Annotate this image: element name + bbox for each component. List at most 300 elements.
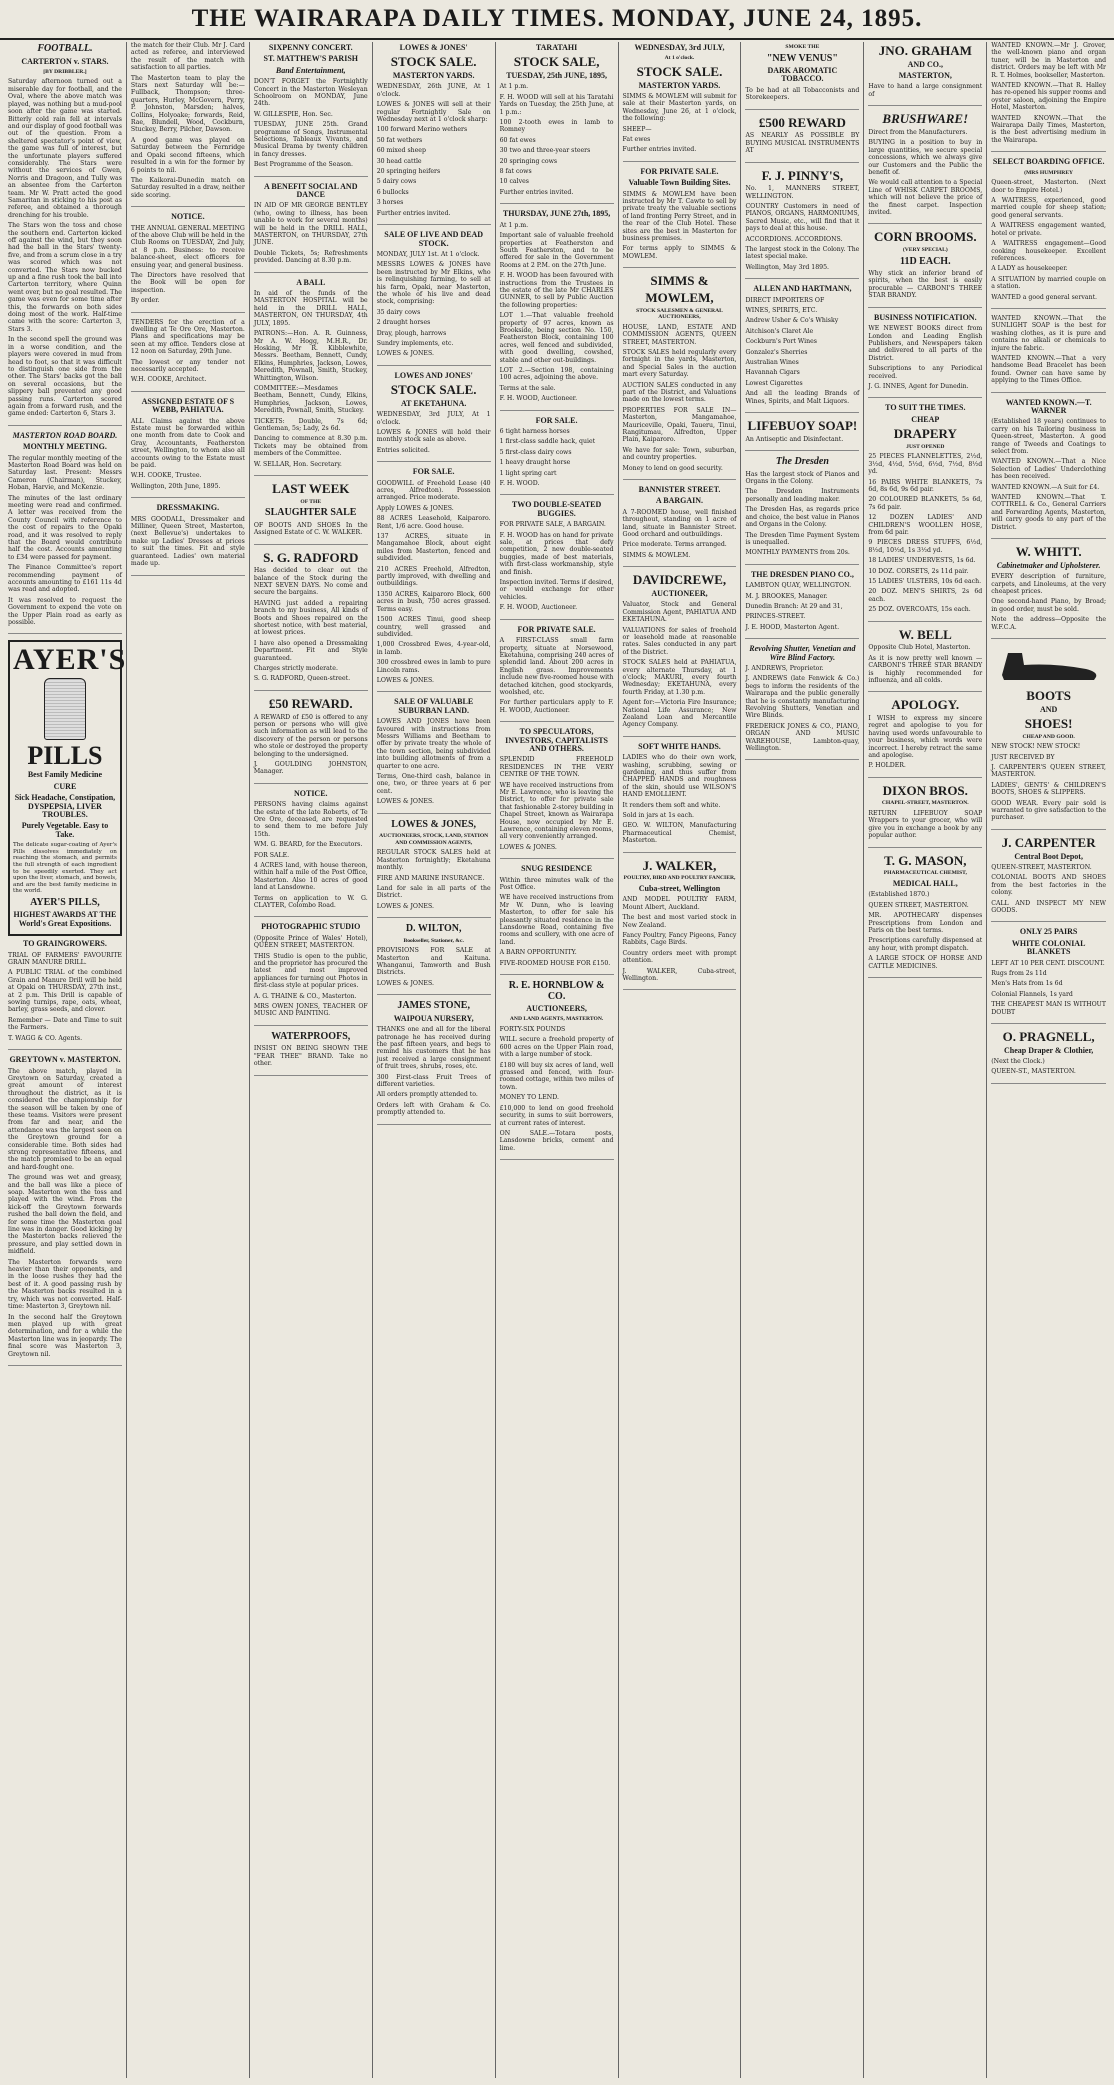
- section-heading: NOTICE.: [293, 788, 328, 798]
- article-section: [868, 112, 982, 224]
- paragraph: W. GILLESPIE, Hon. Sec.: [253, 110, 333, 118]
- paragraph: The Masterton team to play the Stars next Saturday will be:— Fullback, Thompson; three-quarters, Hurley, McGovern, Perry, P. Johnston, Marsden; halves, Collins, Holyoake; forwards, Reid, Rae, Blundell, Wood, Cockburn, Stuckey, Berry, Pilcher, Dawson.: [130, 74, 245, 134]
- boot-shape: [1002, 653, 1096, 680]
- article-section: [377, 44, 491, 225]
- paragraph: WE NEWEST BOOKS direct from London and Leading English Publishers, and Newspapers taken and delivered to all parts of the District.: [868, 325, 983, 362]
- paragraph: Further entries invited.: [376, 209, 451, 217]
- advert-body: The delicate sugar-coating of Ayer's Pills dissolves immediately on reaching the stomach, and permits the full strength of each ingredient to be speedily exerted. They act upon the liver, stomach, and bowels, and are the best family medicine in the world.: [13, 842, 117, 895]
- paragraph: EVERY description of furniture, carpets, and Linoleums, at the very cheapest prices.: [991, 573, 1107, 595]
- article-section: [131, 213, 245, 312]
- paragraph: WEDNESDAY, 3rd JULY, At 1 o'clock.: [376, 411, 491, 426]
- paragraph: Country orders meet with prompt attention.: [622, 949, 737, 965]
- paragraph: 25 PIECES FLANNELETTES, 2½d, 3½d, 4½d, 5½d, 6½d, 7½d, 8½d yd.: [868, 453, 983, 476]
- paragraph: 18 LADIES' UNDERVESTS, 1s 6d.: [868, 557, 976, 565]
- section-heading: F. J. PINNY'S,: [761, 167, 844, 183]
- column-1: [4, 42, 127, 2078]
- section-heading: BOOTS: [1026, 687, 1072, 703]
- column-8: [864, 42, 987, 2078]
- paragraph: 20 COLOURED BLANKETS, 5s 6d, 7s 6d pair.: [868, 496, 983, 511]
- section-heading: WHITE COLONIAL BLANKETS: [1011, 938, 1086, 957]
- section-heading: DRESSMAKING.: [156, 503, 220, 513]
- paragraph: JUST RECEIVED BY: [991, 753, 1055, 761]
- paragraph: Has decided to clear out the balance of the Stock during the NEXT SEVEN DAYS. No come and secure the bargains.: [253, 567, 368, 597]
- paragraph: The Finance Committee's report recommending payment of accounts amounting to £161 11s 4d was read and adopted.: [8, 564, 122, 594]
- paragraph: The Directors have resolved that the Book will be open for inspection.: [130, 271, 245, 294]
- article-section: [745, 645, 859, 760]
- paragraph: WANTED KNOWN.—A Suit for £4.: [991, 483, 1100, 491]
- paragraph: For terms apply to SIMMS & MOWLEM.: [622, 245, 737, 260]
- paragraph: AND MODEL POULTRY FARM, Mount Albert, Auckland.: [622, 896, 737, 911]
- paragraph: F. H. WOOD will sell at his Taratahi Yards on Tuesday, the 25th June, at 1 p.m.:: [499, 93, 614, 116]
- article-section: [745, 285, 859, 413]
- article-section: [8, 44, 122, 426]
- article-section: [868, 230, 982, 307]
- article-section: [131, 319, 245, 392]
- section-heading: AUCTIONEER,: [651, 588, 708, 598]
- paragraph: HAVING just added a repairing branch to my business, All kinds of Boots and Shoes repaired on the shortest notice, with best material, at lowest prices.: [253, 599, 368, 637]
- paragraph: J. ANDREWS (late Fenwick & Co.) begs to inform the residents of the Wairarapa and the public generally that he is constantly manufacturing Revolving Shutters, Venetian and Wire Blinds.: [745, 675, 860, 720]
- article-section: [623, 573, 737, 737]
- paragraph: The Dresden Instruments personally and leading maker.: [745, 488, 860, 503]
- section-heading: APOLOGY.: [891, 697, 960, 713]
- paragraph: We have for sale: Town, suburban, and country properties.: [622, 446, 737, 462]
- section-heading: NOTICE.: [171, 212, 205, 222]
- section-heading: T. G. MASON,: [884, 852, 967, 868]
- paragraph: QUEEN STREET, MASTERTON.: [868, 901, 969, 909]
- section-heading: JUST OPENED: [906, 443, 945, 450]
- paragraph: To be had at all Tobacconists and Storekeepers.: [745, 86, 860, 102]
- paragraph: Further entries invited.: [499, 188, 574, 196]
- article-section: [254, 697, 368, 784]
- paragraph: INSIST ON BEING SHOWN THE "FEAR THEE" BRAND. Take no other.: [253, 1045, 368, 1068]
- paragraph: By order.: [130, 297, 160, 305]
- paragraph: ON SALE.—Totara posts, Lansdowne bricks, cement and lime.: [499, 1129, 614, 1152]
- article-section: [500, 501, 614, 619]
- section-heading: Cuba-street, Wellington: [638, 883, 721, 893]
- paragraph: Within three minutes walk of the Post Office.: [499, 876, 614, 891]
- article-section: [254, 923, 368, 1025]
- paragraph: Lowest Cigarettes: [745, 379, 803, 387]
- paragraph: The ground was wet and greasy, and the ball was like a piece of soap. Masterton won the toss and played with the wind. From the kick-off the Greytown forwards rushed the ball down the field, and for some time the Masterton goal line was in danger. Good kicking by the Masterton backs relieved the pressure, and play settled down in midfield.: [8, 1174, 122, 1256]
- paragraph: WM. G. BEARD, for the Executors.: [253, 841, 363, 849]
- paragraph: F. H. WOOD has on hand for private sale, at prices that defy competition, 2 new double-seated buggies, made of best materials, with first-class workmanship, style and finish.: [499, 531, 614, 576]
- section-heading: Revolving Shutter, Venetian and Wire Blind Factory.: [749, 644, 856, 662]
- paragraph: Terms on application to W. G. CLAYTER, Colombo Road.: [253, 894, 368, 910]
- paragraph: WE have received instructions from Mr E. Lawrence, who is leaving the District, to offer for private sale that fashionable 2-storey building in Chapel Street, known as Wairarapa House, now occupied by Mr E. Lawrence, containing eleven rooms, all very conveniently arranged.: [499, 781, 614, 841]
- column-5: [496, 42, 619, 2078]
- paragraph: J. E. HOOD, Masterton Agent.: [745, 623, 840, 631]
- paragraph: AS NEARLY AS POSSIBLE BY BUYING MUSICAL INSTRUMENTS AT: [745, 132, 860, 155]
- article-section: [991, 645, 1106, 830]
- section-heading: A BENEFIT SOCIAL AND DANCE: [264, 181, 358, 200]
- paragraph: 9 PIECES DRESS STUFFS, 6½d, 8½d, 10½d, 1s 3½d yd.: [868, 539, 983, 554]
- section-heading: SALE OF LIVE AND DEAD STOCK.: [384, 230, 484, 248]
- section-heading: FOR PRIVATE SALE.: [640, 166, 719, 176]
- paragraph: J. WALKER, Cuba-street, Wellington.: [622, 967, 737, 982]
- paragraph: MONTHLY PAYMENTS from 20s.: [745, 549, 850, 557]
- article-section: [131, 398, 245, 498]
- paragraph: LOWES & JONES will sell at their regular Fortnightly Sale on Wednesday next at 1 o'clock sharp:: [376, 101, 491, 124]
- paragraph: Wellington, May 3rd 1895.: [745, 263, 829, 271]
- section-heading: R. E. HORNBLOW & CO.: [508, 980, 605, 1002]
- paragraph: WILL secure a freehold property of 600 acres on the Upper Plain road, with a large number of stock.: [499, 1036, 614, 1059]
- paragraph: BUYING in a position to buy in large quantities, we secure special concessions, which we always give our Customers and the Public the benefit of.: [868, 139, 983, 176]
- article-section: [991, 836, 1106, 922]
- paragraph: FOR SALE.: [253, 851, 290, 859]
- paragraph: 50 fat wethers: [376, 136, 423, 144]
- section-heading: BANNISTER STREET.: [638, 485, 721, 495]
- paragraph: PRINCES-STREET.: [745, 613, 806, 621]
- article-section: [745, 44, 859, 110]
- section-heading: Bookseller, Stationer, &c.: [403, 937, 464, 944]
- paragraph: THE ANNUAL GENERAL MEETING of the above Club will be held in the Club Rooms on TUESDAY, 2nd July, at 8 p.m. Business: to receive balance-sheet, elect officers for ensuing year, and general business.: [130, 224, 245, 269]
- section-heading: SALE OF VALUABLE SUBURBAN LAND.: [394, 697, 474, 715]
- article-section: [500, 626, 614, 722]
- article-section: [991, 545, 1106, 639]
- section-heading: £500 REWARD: [758, 114, 846, 130]
- article-section: [254, 551, 368, 691]
- section-heading: SHOES!: [1024, 715, 1073, 731]
- section-heading: CORN BROOMS.: [874, 229, 977, 245]
- paragraph: Fat ewes: [622, 136, 651, 144]
- paragraph: Note the address—Opposite the W.F.C.A.: [991, 616, 1107, 631]
- paragraph: Why stick an inferior brand of spirits, when the best is easily procurable — CARBONI'S THREE STAR BRANDY.: [868, 270, 983, 300]
- paragraph: GEO. W. WILTON, Manufacturing Pharmaceutical Chemist, Masterton.: [622, 822, 737, 845]
- paragraph: STOCK SALES held regularly every fortnight in the yards, Masterton, and Special Sales in the auction mart every Saturday.: [622, 348, 737, 379]
- section-heading: CHEAP AND GOOD.: [1022, 733, 1075, 740]
- paragraph: At 1 p.m.: [499, 83, 529, 91]
- section-heading: D. WILTON,: [405, 923, 462, 935]
- paragraph: Agent for:—Victoria Fire Insurance; National Life Assurance; New Zealand Loan and Mercantile Agency Company.: [622, 699, 737, 729]
- paragraph: WANTED KNOWN.—That the SUNLIGHT SOAP is the best for washing clothes, as it is pure and contains no alkali or chemicals to injure the fabric.: [991, 314, 1107, 352]
- paragraph: 1 first-class saddle hack, quiet: [499, 438, 596, 446]
- article-section: [254, 44, 368, 177]
- paragraph: QUEEN-STREET, MASTERTON.: [991, 863, 1092, 871]
- paragraph: S. G. RADFORD, Queen-street.: [253, 675, 351, 683]
- article-section: [745, 571, 859, 639]
- paragraph: In the second half the Greytown men played up with great determination, and for a while the Masterton line was in jeopardy. The final score was Masterton 3, Greytown nil.: [8, 1313, 122, 1358]
- paragraph: 60 mixed sheep: [376, 147, 426, 155]
- columns-container: [4, 42, 1110, 2078]
- paragraph: Rugs from 2s 11d: [991, 969, 1047, 977]
- section-heading: (VERY SPECIAL): [902, 246, 948, 253]
- paragraph: J. G. INNES, Agent for Dunedin.: [868, 382, 969, 390]
- article-section: [254, 279, 368, 476]
- paragraph: LOT 1.—That valuable freehold property of 97 acres, known as Brookside, being section No. 150, Featherston Block, containing 100 acres, well fenced and subdivided, with good dwelling, cowshed, stable and other out-buildings.: [499, 312, 614, 364]
- newspaper-title: THE WAIRARAPA DAILY TIMES. MONDAY, JUNE 24, 1895.: [191, 5, 923, 32]
- paragraph: An Antiseptic and Disinfectant.: [745, 435, 844, 443]
- paragraph: WEDNESDAY, 26th JUNE, At 1 o'clock.: [376, 83, 491, 98]
- article-section: [868, 404, 982, 621]
- paragraph: OF BOOTS AND SHOES In the Assigned Estate of C. W. WALKER.: [253, 521, 368, 537]
- paragraph: TRIAL OF FARMERS' FAVOURITE GRAIN MANURE DRILL.: [8, 951, 122, 967]
- paragraph: The Dresden Time Payment System is unequalled.: [745, 531, 860, 546]
- paragraph: 20 springing heifers: [376, 168, 441, 176]
- paragraph: FORTY-SIX POUNDS: [499, 1026, 566, 1034]
- section-heading: WEDNESDAY, 3rd JULY,: [634, 43, 725, 52]
- paragraph: MONEY TO LEND.: [499, 1094, 559, 1102]
- paragraph: It renders them soft and white.: [622, 801, 721, 809]
- paragraph: MRS GOODALL, Dressmaker and Milliner, Queen Street, Masterton, (next Bellevue's) undertakes to make up Ladies' Dresses at prices to suit the times. Fit and style guaranteed. Ladies' own material made up.: [130, 515, 245, 568]
- paragraph: 12 DOZEN LADIES' AND CHILDREN'S WOOLLEN HOSE, from 6d pair.: [868, 514, 983, 537]
- section-heading: MOWLEM,: [645, 289, 714, 305]
- section-heading: LOWES AND JONES': [394, 370, 473, 380]
- column-3: [250, 42, 373, 2078]
- paragraph: Charges strictly moderate.: [253, 665, 338, 673]
- section-heading: WANTED KNOWN.—T. WARNER: [1005, 397, 1092, 415]
- section-heading: ONLY 25 PAIRS: [1019, 927, 1078, 937]
- paragraph: 300 First-class Fruit Trees of different varieties.: [376, 1073, 491, 1088]
- advert-tagline: CURE: [53, 781, 77, 791]
- section-heading: ASSIGNED ESTATE OF S WEBB, PAHIATUA.: [141, 396, 235, 415]
- article-section: [991, 399, 1106, 539]
- article-section: [868, 44, 982, 106]
- paragraph: LOWES & JONES.: [376, 902, 434, 910]
- article-section: [623, 274, 737, 480]
- paragraph: 5 dairy cows: [376, 178, 417, 186]
- section-heading: FOR SALE.: [412, 467, 455, 477]
- paragraph: Dray, plough, harrows: [376, 329, 447, 337]
- section-heading: PHARMACEUTICAL CHEMIST,: [883, 870, 967, 877]
- article-section: [500, 417, 614, 496]
- paragraph: MR. APOTHECARY dispenses Prescriptions from London and Paris on the best terms.: [868, 912, 983, 934]
- paragraph: Dunedin Branch: At 29 and 31,: [745, 602, 843, 610]
- paragraph: ACCORDIONS. ACCORDIONS.: [745, 235, 843, 243]
- paragraph: (Established 1870.): [868, 891, 930, 899]
- paragraph: F. H. WOOD has been favoured with instructions from the Trustees in the estate of the late Mr CHARLES GUNNER, to sell by Public Auction the following properties:: [499, 272, 614, 309]
- section-heading: FOR PRIVATE SALE.: [517, 624, 596, 634]
- section-heading: THE DRESDEN PIANO CO.,: [750, 569, 854, 579]
- article-section: [623, 486, 737, 567]
- paragraph: As it is now pretty well known — CARBONI'S THREE STAR BRANDY is highly recommended for influenza, and all colds.: [868, 654, 983, 684]
- paragraph: 16 PAIRS WHITE BLANKETS, 7s 6d, 8s 6d, 9s 6d pair.: [868, 478, 983, 493]
- paragraph: LEFT AT 10 PER CENT. DISCOUNT.: [991, 959, 1105, 967]
- section-heading: SELECT BOARDING OFFICE.: [992, 157, 1105, 167]
- paragraph: PROPERTIES FOR SALE IN—Masterton, Mangamahoe, Mauriceville, Opaki, Taueru, Tinui, Rangitumau, Alfredton, Upper Plain, Kaiparoro.: [622, 406, 737, 444]
- paragraph: Orders left with Graham & Co. promptly attended to.: [376, 1101, 491, 1117]
- section-heading: LOWES & JONES': [399, 43, 468, 52]
- paragraph: 1,000 Crossbred Ewes, 4-year-old, in lamb.: [376, 641, 491, 656]
- section-heading: CARTERTON v. STARS.: [21, 56, 109, 66]
- paragraph: LOWES & JONES.: [376, 979, 434, 987]
- paragraph: Best Programme of the Season.: [253, 161, 353, 169]
- article-section: [254, 1032, 368, 1076]
- section-heading: Cabinetmaker and Upholsterer.: [996, 560, 1101, 570]
- article-section: [8, 432, 122, 635]
- section-heading: TO GRAINGROWERS.: [23, 939, 107, 949]
- paragraph: Sold in jars at 1s each.: [622, 812, 695, 820]
- paragraph: 1500 ACRES Tinui, good sheep country, well grassed and subdivided.: [376, 616, 491, 638]
- section-heading: TO SPECULATORS, INVESTORS, CAPITALISTS AND OTHERS.: [505, 727, 608, 753]
- paragraph: The largest stock in the Colony. The latest special make.: [745, 246, 860, 261]
- section-heading: Cheap Draper & Clothier,: [1003, 1045, 1094, 1055]
- section-heading: WAIPOUA NURSERY,: [393, 1013, 474, 1023]
- paragraph: PATRONS:—Hon. A. R. Guinness, Mr A. W. Hogg, M.H.R., Dr. Hosking, Mr R. Kibblewhite, Messrs. Beetham, Bennett, Cundy, Elkins, Humphries, Jackson, Lowes, Meredith, Pownall, Smith, Stuckey, Whittington, Wilson.: [253, 330, 368, 382]
- section-heading: S. G. RADFORD: [263, 549, 359, 565]
- article-section: [623, 44, 737, 162]
- section-heading: [BY DRIBBLER.]: [43, 68, 87, 75]
- paragraph: No. 1, MANNERS STREET, WELLINGTON.: [745, 185, 860, 200]
- paragraph: Valuator, Stock and General Commission Agent, PAHIATUA AND EKETAHUNA.: [622, 601, 737, 624]
- paragraph: 8 fat cows: [499, 168, 532, 176]
- paragraph: SIMMS & MOWLEM have been instructed by Mr T. Cawte to sell by private treaty the valuable sections of land fronting Perry Street, and in the rear of the Club Hotel. These sites are the best in Masterton for business premises.: [622, 190, 737, 243]
- paragraph: J. CARPENTER'S QUEEN STREET, MASTERTON.: [991, 764, 1107, 779]
- paragraph: SIMMS & MOWLEM will submit for sale at their Masterton yards, on Wednesday, June 26, at 1 o'clock, the following:: [622, 93, 737, 123]
- section-heading: A BARGAIN.: [655, 496, 704, 506]
- paragraph: LOWES & JONES will hold their monthly stock sale as above.: [376, 429, 491, 444]
- advert-tagline: Best Family Medicine: [27, 770, 103, 780]
- section-heading: MASTERTON,: [898, 71, 952, 81]
- paragraph: AUCTION SALES conducted in any part of the District, and Valuations made on the lowest terms.: [622, 381, 737, 404]
- article-section: [500, 210, 614, 410]
- section-heading: MONTHLY MEETING.: [23, 442, 107, 452]
- paragraph: Men's Hats from 1s 6d: [991, 980, 1063, 988]
- section-heading: AND: [1039, 704, 1058, 714]
- advert-name: AYER'S PILLS,: [30, 896, 100, 908]
- section-heading: FOOTBALL.: [37, 43, 93, 54]
- paragraph: HOUSE, LAND, ESTATE AND COMMISSION AGENTS, QUEEN STREET, MASTERTON.: [622, 323, 737, 346]
- article-section: [500, 865, 614, 975]
- paragraph: GOODWILL of Freehold Lease (40 acres, Alfredton). Possession arranged. Price moderate.: [376, 479, 491, 502]
- pill-bottle-illustration: [44, 678, 86, 740]
- paragraph: LOWES & JONES.: [376, 350, 434, 358]
- section-heading: £50 REWARD.: [268, 695, 353, 711]
- paragraph: M. J. BROOKES, Manager.: [745, 592, 828, 600]
- paragraph: 88 ACRES Leasehold, Kaiparoro. Rent, 1/6 acre. Good house.: [376, 515, 491, 530]
- section-heading: LIFEBUOY SOAP!: [747, 418, 858, 434]
- paragraph: REGULAR STOCK SALES held at Masterton fortnightly; Eketahuna monthly.: [376, 849, 491, 872]
- paragraph: TUESDAY, JUNE 25th. Grand programme of Songs, Instrumental Selections, Tableaux Vivants, and Musical Drama by twenty children in fancy dresses.: [253, 121, 368, 158]
- section-heading: FOR SALE.: [535, 415, 578, 425]
- section-heading: OF THE: [300, 498, 322, 505]
- paragraph: WANTED KNOWN.—That a very handsome Bead Bracelet has been found. Owner can have same by applying to the Times Office.: [991, 354, 1107, 385]
- paragraph: MONDAY, JULY 1st. At 1 o'clock.: [376, 250, 480, 258]
- paragraph: T. WAGG & CO. Agents.: [8, 1034, 83, 1042]
- paragraph: WINES, SPIRITS, ETC.: [745, 307, 818, 315]
- paragraph: Dancing to commence at 8.30 p.m. Tickets may be obtained from members of the Committee.: [253, 435, 368, 458]
- article-section: [868, 698, 982, 777]
- column-6: [619, 42, 742, 2078]
- paragraph: Opposite Club Hotel, Masterton.: [868, 644, 971, 652]
- paragraph: FIVE-ROOMED HOUSE FOR £150.: [499, 959, 611, 967]
- paragraph: Entries solicited.: [376, 446, 430, 454]
- paragraph: TICKETS: Double, 7s 6d; Gentleman, 5s; Lady, 2s 6d.: [253, 417, 368, 432]
- paragraph: £10,000 to lend on good freehold security, in sums to suit borrowers, at current rates of interest.: [499, 1104, 614, 1127]
- section-heading: DIXON BROS.: [882, 782, 968, 798]
- paragraph: Aitchison's Claret Ale: [745, 327, 814, 335]
- section-heading: MASTERTON YARDS.: [392, 71, 475, 81]
- advert-brand: AYER'S: [13, 643, 127, 677]
- section-heading: O. PRAGNELL,: [1002, 1028, 1095, 1044]
- section-heading: J. WALKER,: [642, 857, 717, 873]
- section-heading: SMOKE THE: [785, 44, 820, 50]
- section-heading: JAMES STONE,: [397, 1000, 470, 1012]
- paragraph: 10 DOZ. CORSETS, 2s 11d pair.: [868, 567, 969, 575]
- paragraph: DON'T FORGET the Fortnightly Concert in the Masterton Wesleyan Schoolroom on MONDAY, June 24th.: [253, 78, 368, 108]
- paragraph: Colonial Flannels, 1s yard: [991, 990, 1073, 998]
- article-section: [991, 928, 1106, 1024]
- section-heading: LOWES & JONES,: [391, 818, 477, 830]
- paragraph: WANTED KNOWN.—That R. Halley has re-opened his supper rooms and oyster saloon, adjoining the Empire Hotel, Masterton.: [991, 82, 1107, 112]
- paragraph: QUEEN-ST., MASTERTON.: [991, 1068, 1076, 1076]
- article-section: [254, 482, 368, 545]
- section-heading: W. WHITT.: [1015, 544, 1082, 560]
- section-heading: 11D EACH.: [900, 255, 951, 267]
- paragraph: For further particulars apply to F. H. WOOD, Auctioneer.: [499, 699, 614, 714]
- paragraph: TENDERS for the erection of a dwelling at Te Ore Ore, Masterton. Plans and specifications may be seen at my office. Tenders close at 12 noon on Saturday, 29th June.: [130, 318, 245, 356]
- paragraph: 1350 ACRES, Kaiparoro Block, 600 acres in bush, 750 acres grassed. Terms easy.: [376, 590, 491, 613]
- paragraph: A REWARD of £50 is offered to any person or persons who will give such information as will lead to the discovery of the person or persons who stole or destroyed the property belonging to the undersigned.: [253, 713, 368, 758]
- paragraph: 1 light spring cart: [499, 469, 557, 477]
- section-heading: STOCK SALE.: [390, 54, 477, 70]
- paragraph: F. H. WOOD.: [499, 480, 540, 488]
- article-section: [623, 859, 737, 991]
- paragraph: Fancy Poultry, Fancy Pigeons, Fancy Rabbits, Cage Birds.: [622, 931, 737, 947]
- paragraph: Australian Wines: [745, 359, 799, 367]
- paragraph: LOWES AND JONES have been favoured with instructions from Messrs Williams and Beetham to offer by private treaty the whole of the town section, being subdivided into building allotments of from a quarter to one acre.: [376, 718, 491, 770]
- advert-award: HIGHEST AWARDS AT THE World's Great Expositions.: [13, 910, 117, 928]
- paragraph: Terms, One-third cash, balance in one, two, or three years at 6 per cent.: [376, 772, 491, 795]
- section-heading: TWO DOUBLE-SEATED BUGGIES.: [511, 500, 602, 518]
- paragraph: COLONIAL BOOTS AND SHOES from the best factories in the colony.: [991, 874, 1107, 897]
- article-section: [745, 116, 859, 163]
- paragraph: Important sale of valuable freehold properties at Featherston and South Featherston, and to be offered for sale in the Government Rooms at 2 P.M. on the 27th June.: [499, 232, 614, 269]
- paragraph: Has the largest stock of Pianos and Organs in the Colony.: [745, 470, 860, 486]
- paragraph: WE have received instructions from Mr W. Dunn, who is leaving Masterton, to offer for sale his pleasantly situated residence in the Lansdowne Road, containing five rooms and scullery, with one acre of land.: [499, 894, 614, 946]
- paragraph: THIS Studio is open to the public, and the proprietor has procured the latest and most improved appliances for turning out Photos in first-class style at popular prices.: [253, 952, 368, 990]
- boot-illustration: [994, 645, 1104, 685]
- paragraph: W.H. COOKE, Architect.: [130, 376, 207, 384]
- section-heading: STOCK SALE.: [390, 382, 477, 398]
- article-section: [377, 231, 491, 366]
- section-heading: SNUG RESIDENCE: [521, 864, 593, 874]
- section-heading: AND LAND AGENTS, MASTERTON.: [509, 1016, 604, 1023]
- section-heading: MEDICAL HALL,: [892, 878, 958, 888]
- paragraph: Terms at the sale.: [499, 384, 556, 392]
- section-heading: LAST WEEK: [272, 481, 350, 496]
- paragraph: In the second spell the ground was in a worse condition, and the players were covered in mud from head to foot, so that it was difficult to distinguish one side from the other. The Stars' backs got the ball on several occasions, but the slippery ball prevented any good passing runs. Carterton scored again from a forward rush, and the game ended: Carterton 6, Stars 3.: [8, 336, 122, 418]
- paragraph: Queen-street, Masterton. (Next door to Empire Hotel.): [991, 179, 1107, 194]
- article-section: [623, 168, 737, 268]
- paragraph: Have to hand a large consignment of: [868, 83, 983, 98]
- paragraph: Cockburn's Port Wines: [745, 338, 817, 346]
- article-section: [868, 628, 982, 693]
- paragraph: Prescriptions carefully dispensed at any hour, with prompt dispatch.: [868, 937, 983, 952]
- section-heading: The Dresden: [775, 456, 829, 468]
- section-heading: SIMMS &: [650, 273, 709, 289]
- paragraph: DIRECT IMPORTERS OF: [745, 296, 825, 304]
- section-heading: STOCK SALE.: [636, 63, 723, 79]
- paragraph: PERSONS having claims against the estate of the late Roberts, of Te Ore Ore, deceased, are requested to send them to me before July 15th.: [253, 801, 368, 838]
- article-section: [991, 315, 1106, 393]
- section-heading: DAVIDCREWE,: [632, 572, 727, 588]
- paragraph: A PUBLIC TRIAL of the combined Grain and Manure Drill will be held at Opaki on THURSDAY, 27th inst., at 2 p.m. This Drill is capable of sowing turnips, rape, oats, wheat, barley, grass seeds, and clover.: [8, 969, 122, 1014]
- paragraph: 210 ACRES Freehold, Alfredton, partly improved, with dwelling and outbuildings.: [376, 565, 491, 588]
- paragraph: VALUATIONS for sales of freehold or leasehold made at reasonable rates. Sales conducted in any part of the District.: [622, 626, 737, 656]
- article-section: [254, 790, 368, 918]
- paragraph: 6 tight harness horses: [499, 428, 570, 436]
- paragraph: Price moderate. Terms arranged.: [622, 541, 727, 549]
- paragraph: Direct from the Manufacturers.: [868, 128, 968, 136]
- paragraph: ALL Claims against the above Estate must be forwarded within one month from date to Cook and Gray, Accountants, Featherston street, Wellington, to whom also all accounts owing to the Estate must be paid.: [130, 417, 245, 470]
- paragraph: The Stars won the toss and chose the southern end. Carterton kicked off against the wind, but they soon had the ball in the Stars' twenty-five, and from a scrum close in a try was scored which was not converted. The Stars now bucked up and a fine rush took the ball into Carterton territory, where Quinn went over, but no goal resulted. The game was even for some time after this, the forwards on both sides doing most of the work. Half-time came with the score: Carterton 3, Stars 3.: [8, 222, 122, 333]
- paragraph: A WAITRESS engagement—Good cooking housekeeper. Excellent references.: [991, 240, 1107, 262]
- paragraph: MESSRS LOWES & JONES have been instructed by Mr Elkins, who is relinquishing farming, to sell at his farm, Opaki, near Masterton, the whole of his live and dead stock, comprising:: [376, 261, 491, 306]
- paragraph: The Dresden Has, as regards price and choice, the best value in Pianos and Organs in the Colony.: [745, 506, 860, 529]
- paragraph: 30 head cattle: [376, 157, 422, 165]
- paragraph: Havannah Cigars: [745, 369, 800, 377]
- article-section: [377, 698, 491, 813]
